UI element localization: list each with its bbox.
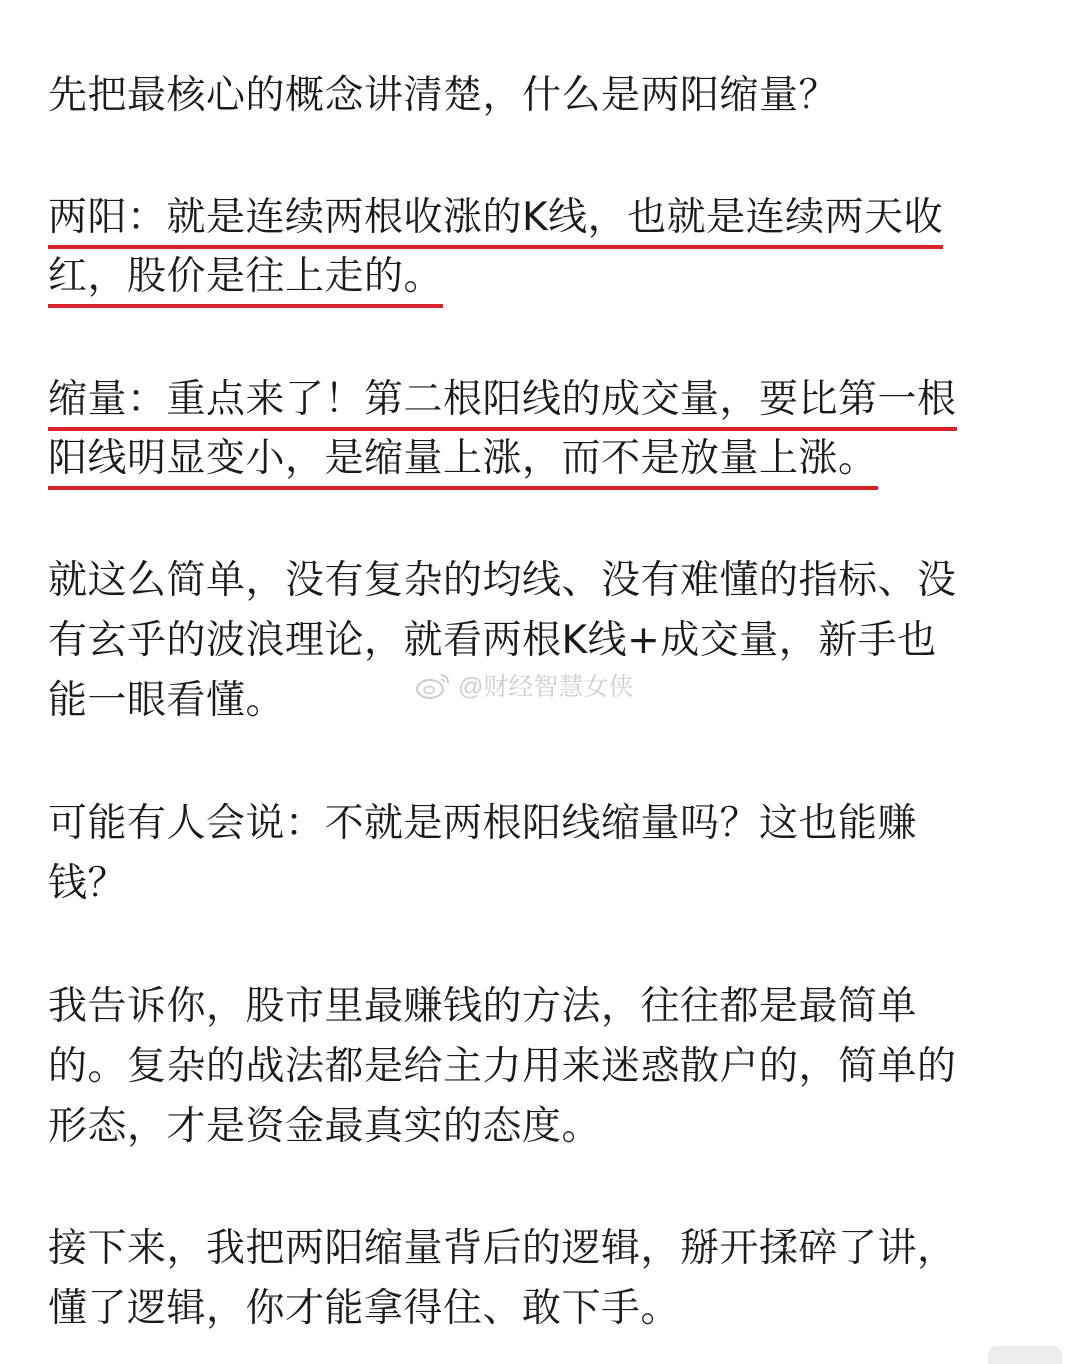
paragraph-question-line-1: 可能有人会说：不就是两根阳线缩量吗？这也能赚 [48, 801, 918, 846]
paragraph-answer-line-2: 的。复杂的战法都是给主力用来迷惑散户的，简单的 [48, 1044, 957, 1089]
paragraph-simple-line-3: 能一眼看懂。 [48, 678, 286, 723]
highlighted-text: 阳线明显变小，是缩量上涨，而不是放量上涨。 [48, 434, 878, 490]
paragraph-suoliang-line-2 [48, 434, 878, 484]
paragraph-intro: 先把最核心的概念讲清楚，什么是两阳缩量？ [48, 73, 839, 118]
paragraph-answer-line-3: 形态，才是资金最真实的态度。 [48, 1104, 602, 1149]
highlighted-text: 两阳：就是连续两根收涨的K线，也就是连续两天收 [48, 193, 943, 249]
watermark [414, 668, 633, 702]
weibo-icon [414, 670, 452, 700]
paragraph-answer-line-1: 我告诉你，股市里最赚钱的方法，往往都是最简单 [48, 984, 918, 1029]
paragraph-next-line-1: 接下来，我把两阳缩量背后的逻辑，掰开揉碎了讲， [48, 1226, 957, 1271]
corner-decoration [988, 1346, 1062, 1364]
paragraph-question-line-2: 钱？ [48, 861, 128, 906]
paragraph-suoliang-line-1 [48, 375, 957, 425]
highlighted-text: 红，股价是往上走的。 [48, 252, 443, 308]
paragraph-liangyang-line-2 [48, 252, 443, 302]
paragraph-liangyang-line-1 [48, 193, 943, 243]
watermark-text: @财经智慧女侠 [458, 673, 634, 701]
paragraph-simple-line-1: 就这么简单，没有复杂的均线、没有难懂的指标、没 [48, 558, 957, 603]
paragraph-next-line-2: 懂了逻辑，你才能拿得住、敢下手。 [48, 1286, 681, 1331]
highlighted-text: 缩量：重点来了！第二根阳线的成交量，要比第一根 [48, 375, 957, 431]
paragraph-simple-line-2: 有玄乎的波浪理论，就看两根K线+成交量，新手也 [48, 618, 937, 663]
